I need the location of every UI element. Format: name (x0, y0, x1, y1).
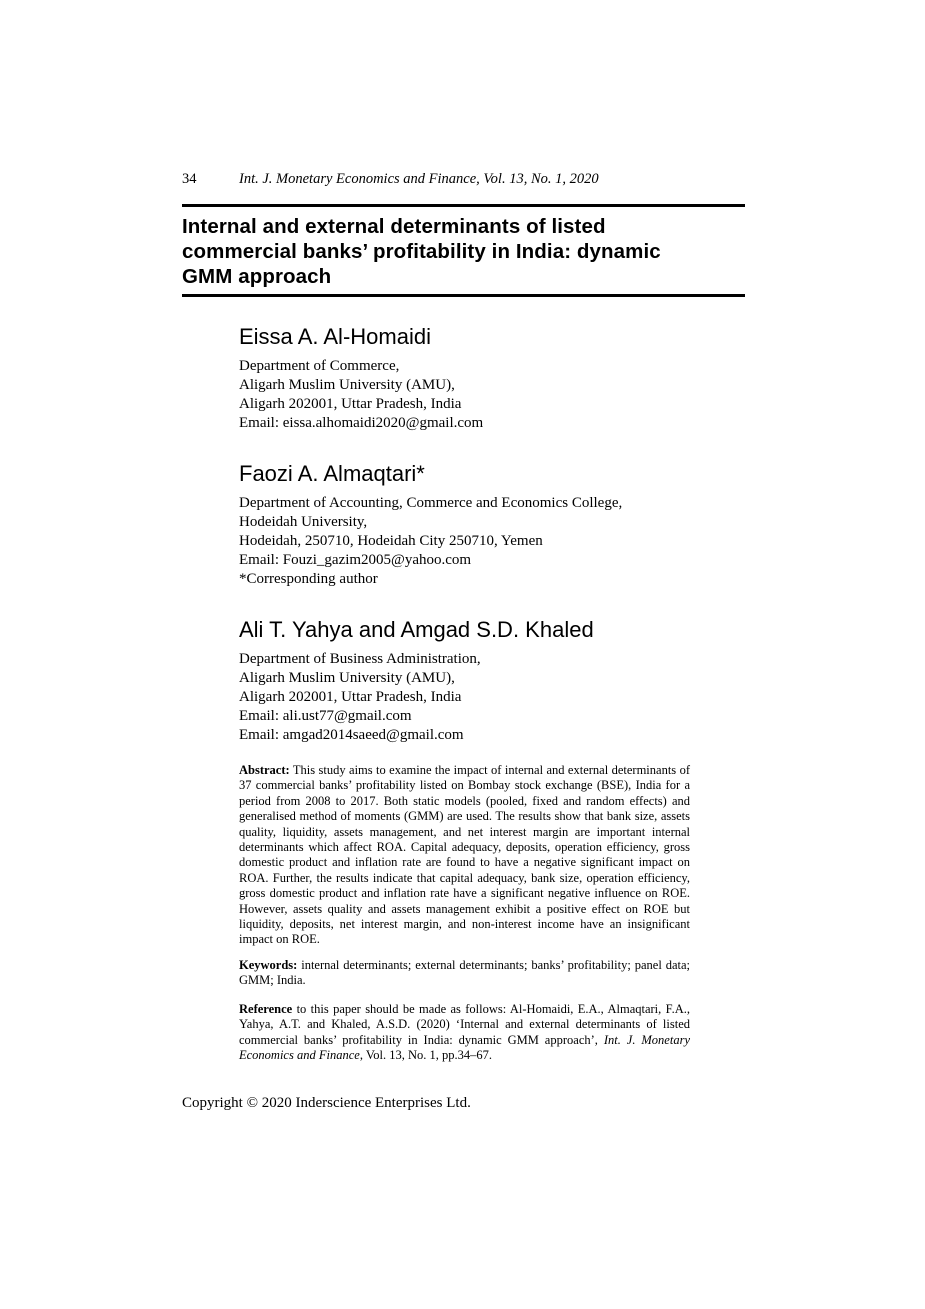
article-title (182, 214, 745, 289)
abstract-paragraph (239, 763, 690, 948)
corresponding-author-note: *Corresponding author (239, 571, 378, 587)
affiliation-line: Department of Accounting, Commerce and Economics College, (239, 495, 623, 511)
author-affiliation-1 (239, 357, 745, 433)
affiliation-line: Aligarh 202001, Uttar Pradesh, India (239, 689, 462, 705)
keywords-paragraph (239, 958, 690, 989)
title-rule-top (182, 204, 745, 207)
affiliation-line: Aligarh 202001, Uttar Pradesh, India (239, 396, 462, 412)
title-rule-bottom (182, 294, 745, 297)
affiliation-line: Department of Business Administration, (239, 651, 481, 667)
keywords-text: internal determinants; external determinants; banks’ profitability; panel data; GMM; India. (239, 957, 690, 988)
affiliation-line-email: Email: Fouzi_gazim2005@yahoo.com (239, 552, 472, 568)
affiliation-line-email: Email: ali.ust77@gmail.com (239, 708, 412, 724)
page-number: 34 (182, 171, 197, 187)
affiliation-line: Department of Commerce, (239, 358, 400, 374)
author-name-2: Faozi A. Almaqtari* (239, 461, 425, 486)
author-name-3: Ali T. Yahya and Amgad S.D. Khaled (239, 617, 594, 642)
reference-label: Reference (239, 1001, 293, 1016)
article-title-line-3: GMM approach (182, 265, 332, 288)
abstract-label: Abstract: (239, 763, 290, 777)
author-name-1: Eissa A. Al-Homaidi (239, 324, 431, 349)
reference-text-end: , Vol. 13, No. 1, pp.34–67. (359, 1047, 493, 1062)
author-affiliation-2 (239, 494, 745, 589)
page-content (182, 170, 745, 1113)
keywords-label: Keywords: (239, 957, 298, 972)
author-block-1 (239, 324, 745, 433)
journal-header: Int. J. Monetary Economics and Finance, Vol. 13, No. 1, 2020 (239, 171, 599, 187)
affiliation-line: Hodeidah, 250710, Hodeidah City 250710, Yemen (239, 533, 543, 549)
affiliation-line-email: Email: amgad2014saeed@gmail.com (239, 727, 464, 743)
running-header (182, 170, 745, 188)
author-affiliation-3 (239, 650, 745, 745)
author-block-3 (239, 617, 745, 745)
affiliation-line: Hodeidah University, (239, 514, 368, 530)
affiliation-line-email: Email: eissa.alhomaidi2020@gmail.com (239, 415, 484, 431)
reference-paragraph (239, 1002, 690, 1064)
affiliation-line: Aligarh Muslim University (AMU), (239, 670, 455, 686)
author-block-2 (239, 461, 745, 589)
abstract-text: This study aims to examine the impact of internal and external determinants of 37 commercial banks’ profitability listed on Bombay stock exchange (BSE), India for a period from 2008 to 2017. Both static models (pooled, fixed and random effects) and generalised method of moments (GMM) are used. The results show that bank size, assets quality, liquidity, assets management, and net interest margin are important internal determinants which affect ROA. Capital adequacy, deposits, operation efficiency, gross domestic product and inflation rate are found to have a negative significant impact on ROA. Further, the results indicate that capital adequacy, bank size, operation efficiency, gross domestic product and inflation rate have a significant negative influence on ROE. However, assets quality and assets management exhibit a positive effect on ROE but liquidity, deposits, net interest margin, and non-interest income have an insignificant impact on ROE. (239, 763, 690, 947)
affiliation-line: Aligarh Muslim University (AMU), (239, 377, 455, 393)
copyright-notice: Copyright © 2020 Inderscience Enterprises Ltd. (182, 1095, 471, 1112)
reference-text: to this paper should be made as follows: Al-Homaidi, E.A., Almaqtari, F.A., Yahya, A.T. and Khaled, A.S.D. (2020) ‘Internal and external determinants of listed commercial banks’ profitability in India: dynamic GMM approach’, (239, 1001, 690, 1047)
article-title-line-1: Internal and external determinants of listed (182, 215, 606, 238)
reference-journal-name: Int. J. Monetary Economics and Finance (239, 1032, 690, 1062)
article-title-line-2: commercial banks’ profitability in India: dynamic (182, 240, 661, 263)
